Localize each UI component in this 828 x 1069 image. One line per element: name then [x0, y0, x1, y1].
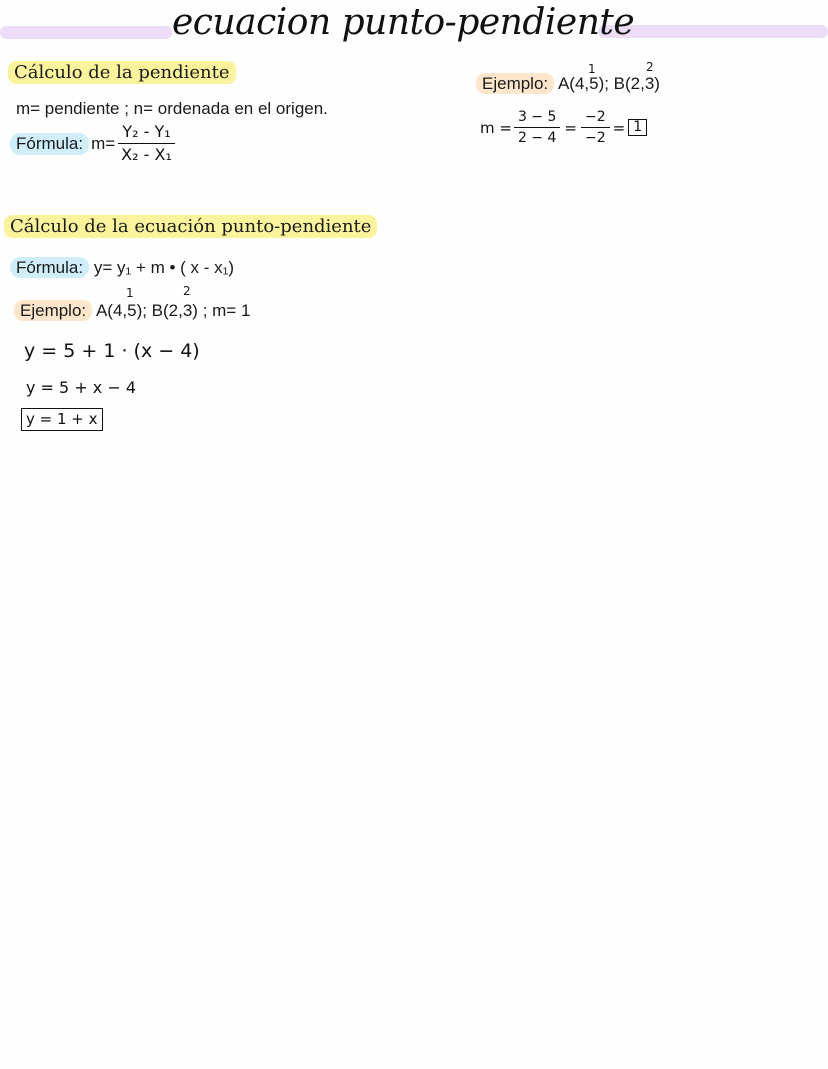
equation-result: [21, 408, 103, 431]
formula-expression: y= y₁ + m • ( x - x₁): [93, 258, 235, 277]
slope-result: 1: [628, 119, 647, 136]
calc-frac2-den: −2: [584, 130, 606, 146]
example-slope: [476, 74, 660, 94]
calc-frac1-num: 3 − 5: [514, 110, 560, 128]
step-2: y = 5 + x − 4: [26, 378, 137, 397]
page-title: ecuacion punto-pendiente: [172, 2, 635, 43]
slope-fraction: [117, 124, 176, 163]
example-points: A(4,5); B(2,3) ; m= 1: [95, 301, 251, 320]
example-equation: [14, 301, 250, 321]
calc-fraction-2: [581, 110, 610, 145]
index-a: 1: [588, 62, 596, 76]
example-points: A(4,5); B(2,3): [557, 74, 660, 93]
definition-text: m= pendiente ; n= ordenada en el origen.: [16, 99, 328, 118]
equals-2: =: [612, 118, 626, 137]
calc-fraction-1: [514, 110, 560, 145]
fraction-denominator: X₂ - X₁: [121, 145, 172, 164]
step-1: y = 5 + 1 · (x − 4): [24, 340, 200, 362]
calc-frac1-den: 2 − 4: [517, 130, 557, 146]
point-slope-formula: [10, 258, 234, 278]
section-heading-equation: Cálculo de la ecuación punto-pendiente: [4, 216, 377, 237]
formula-lhs: m=: [91, 133, 116, 153]
formula-label: Fórmula:: [10, 133, 89, 155]
index-a: 1: [126, 286, 134, 300]
section-heading-slope: Cálculo de la pendiente: [8, 62, 236, 83]
slope-formula: [10, 124, 176, 163]
slope-calculation: [480, 110, 647, 145]
calc-frac2-num: −2: [581, 110, 610, 128]
fraction-numerator: Y₂ - Y₁: [118, 124, 174, 144]
index-b: 2: [183, 284, 191, 298]
equals-1: =: [564, 118, 577, 137]
example-label: Ejemplo:: [476, 73, 554, 94]
index-b: 2: [646, 60, 654, 74]
equation-result-box: y = 1 + x: [21, 408, 103, 431]
example-label: Ejemplo:: [14, 300, 92, 321]
m-lhs: m =: [480, 118, 512, 137]
formula-label: Fórmula:: [10, 257, 89, 278]
title-highlight-left: [0, 26, 172, 39]
